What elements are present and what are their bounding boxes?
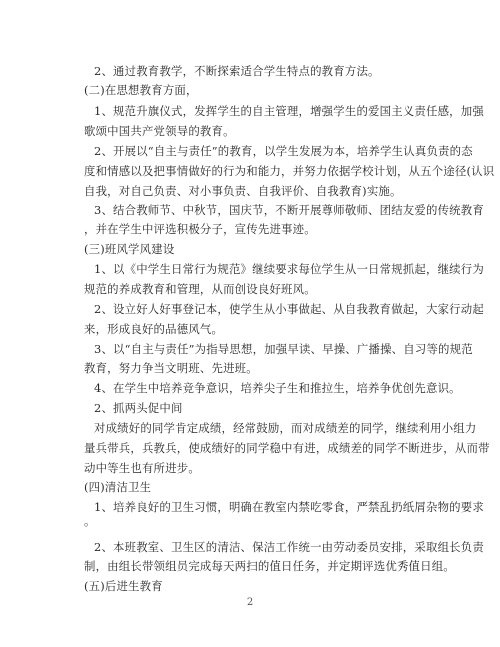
section-heading-22: (四)清洁卫生: [84, 480, 152, 494]
text-line-15: 3、以“自主与责任”为指导思想，加强早读、早操、广播操、自习等的规范: [94, 342, 473, 356]
text-line-13: 2、设立好人好事登记本，使学生从小事做起、从自我教育做起，大家行动起: [94, 302, 484, 316]
text-line-24: 。: [84, 514, 96, 528]
text-line-18: 2、抓两头促中间: [94, 401, 183, 415]
text-line-8: 3、结合教师节、中秋节，国庆节，不断开展尊师敬师、团结友爱的传统教育: [94, 203, 484, 217]
section-heading-10: (三)班风学风建设: [84, 242, 175, 256]
text-line-5: 2、开展以“自主与责任”的教育，以学生发展为本，培养学生认真负责的态: [94, 144, 473, 158]
text-line-4: 歌颂中国共产党领导的教育。: [84, 124, 235, 138]
text-line-7: 自我，对自己负责、对小事负责、自我评价、自我教育)实施。: [84, 184, 402, 198]
text-line-1: 2、通过教育教学，不断探索适合学生特点的教育方法。: [94, 64, 380, 78]
text-line-23: 1、培养良好的卫生习惯，明确在教室内禁吃零食，严禁乱扔纸屑杂物的要求: [94, 500, 484, 514]
text-line-9: ，并在学生中评选积极分子，宣传先进事迹。: [84, 222, 316, 236]
text-line-12: 规范的养成教育和管理，从而创设良好班风。: [84, 282, 316, 296]
section-heading-2: (二)在思想教育方面，: [84, 83, 198, 97]
text-line-16: 教育，努力争当文明班、先进班。: [84, 361, 258, 375]
text-line-25: 2、本班教室、卫生区的清洁、保洁工作统一由劳动委员安排，采取组长负责: [94, 540, 484, 554]
page-number: 2: [246, 597, 254, 608]
text-line-14: 来，形成良好的品德风气。: [84, 322, 224, 336]
text-line-20: 量兵带兵，兵教兵，使成绩好的同学稳中有进，成绩差的同学不断进步，从而带: [84, 441, 490, 455]
text-line-19: 对成绩好的同学肯定成绩，经常鼓励，而对成绩差的同学，继续利用小组力: [94, 421, 477, 435]
text-line-11: 1、以《中学生日常行为规范》继续要求每位学生从一日常规抓起，继续行为: [94, 262, 484, 276]
section-heading-27: (五)后进生教育: [84, 579, 163, 593]
text-line-21: 动中等生也有所进步。: [84, 461, 200, 475]
text-line-26: 制，由组长带领组员完成每天两扫的值日任务，并定期评选优秀值日组。: [84, 559, 455, 573]
text-line-3: 1、规范升旗仪式，发挥学生的自主管理，增强学生的爱国主义责任感，加强: [94, 104, 484, 118]
text-line-17: 4、在学生中培养竞争意识，培养尖子生和推拉生，培养争优创先意识。: [94, 381, 461, 395]
text-line-6: 度和情感以及把事情做好的行为和能力，并努力依据学校计划，从五个途径(认识: [84, 164, 495, 178]
